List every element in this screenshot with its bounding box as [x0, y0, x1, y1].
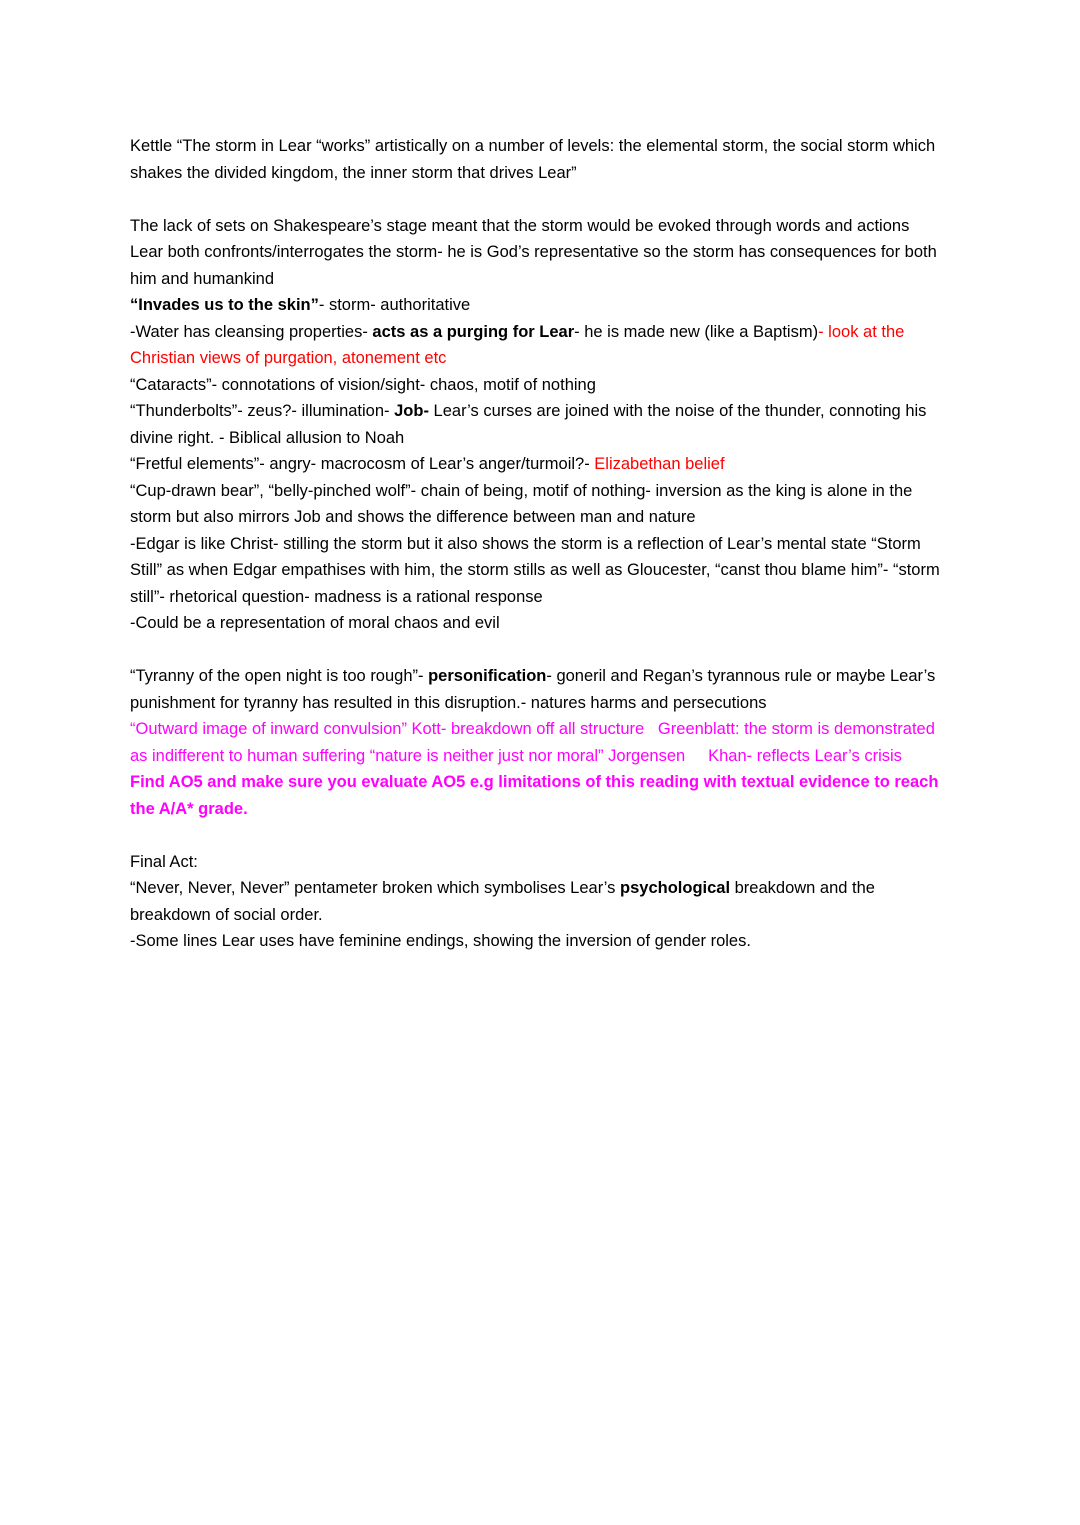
text-run: “Cup-drawn bear”, “belly-pinched wolf”- chain of being, motif of nothing- inversion as the king is alone in the storm but also mirrors Job and shows the difference between man and nature: [130, 481, 917, 526]
text-run: - goneril and Regan’s tyrannous rule or maybe Lear’s punishment for tyranny has resulted in this disruption.- natures harms and persecutions: [130, 667, 940, 712]
text-run: “Tyranny of the open night is too rough”-: [130, 667, 429, 685]
text-run: “Thunderbolts”- zeus?- illumination-: [130, 402, 395, 420]
blank-line: [130, 822, 946, 849]
text-run: Final Act:: [130, 852, 198, 871]
text-run: -Water has cleansing properties-: [130, 322, 373, 341]
text-run: -Some lines Lear uses have feminine endings, showing the inversion of gender roles.: [130, 932, 751, 950]
paragraph: [130, 716, 946, 769]
paragraph: [130, 478, 946, 531]
text-run: Kettle “The storm in Lear “works” artistically on a number of levels: the elemental storm, the social storm which shakes the divided kingdom, the inner storm that drives Lear”: [130, 137, 940, 182]
paragraph: [130, 769, 946, 822]
text-run: - look at the Christian views of purgation, atonement etc: [130, 322, 909, 367]
paragraph: [130, 928, 946, 955]
blank-line: [130, 186, 946, 213]
text-run: -Could be a representation of moral chaos and evil: [130, 614, 500, 632]
text-run: psychological: [620, 879, 731, 897]
text-run: “Outward image of inward convulsion” Kott- breakdown off all structure Greenblatt: the storm is demonstrated as indifferent to human suffering “nature is neither just nor moral” Jorgensen Khan- reflects Lear’s crisis: [130, 720, 940, 765]
text-run: “Fretful elements”- angry- macrocosm of Lear’s anger/turmoil?-: [130, 455, 595, 473]
text-run: “Never, Never, Never” pentameter broken which symbolises Lear’s: [130, 879, 621, 897]
paragraph: [130, 372, 946, 399]
text-run: - storm- authoritative: [318, 296, 471, 314]
text-run: “Cataracts”- connotations of vision/sight- chaos, motif of nothing: [130, 375, 596, 394]
paragraph: [130, 663, 946, 716]
text-run: Elizabethan belief: [594, 455, 725, 473]
blank-line: [130, 637, 946, 664]
text-run: personification: [428, 667, 547, 685]
text-run: Lear’s curses are joined with the noise of the thunder, connoting his divine right. - Biblical allusion to Noah: [130, 402, 932, 447]
paragraph: [130, 849, 946, 876]
paragraph: [130, 875, 946, 928]
text-run: Job-: [394, 402, 429, 420]
paragraph: [130, 292, 946, 319]
text-run: Lear both confronts/interrogates the storm- he is God’s representative so the storm has consequences for both him and humankind: [130, 243, 942, 288]
paragraph: [130, 239, 946, 292]
paragraph: [130, 531, 946, 611]
paragraph: [130, 451, 946, 478]
paragraph: [130, 610, 946, 637]
text-run: breakdown and the breakdown of social order.: [130, 879, 880, 924]
text-run: acts as a purging for Lear: [372, 322, 575, 341]
text-run: - he is made new (like a Baptism): [574, 322, 819, 341]
document-body: [130, 133, 946, 955]
text-run: -Edgar is like Christ- stilling the storm but it also shows the storm is a reflection of Lear’s mental state “Storm Still” as when Edgar empathises with him, the storm stills as well as Gloucester, “canst thou blame him”- “storm still”- rhetorical question- madness is a rational response: [130, 534, 945, 606]
paragraph: [130, 213, 946, 240]
text-run: The lack of sets on Shakespeare’s stage meant that the storm would be evoked through words and actions: [130, 216, 910, 235]
text-run: Find AO5 and make sure you evaluate AO5 e.g limitations of this reading with textual evidence to reach the A/A* grade.: [130, 773, 943, 818]
paragraph: [130, 133, 946, 186]
paragraph: [130, 398, 946, 451]
text-run: “Invades us to the skin”: [130, 296, 319, 314]
paragraph: [130, 319, 946, 372]
